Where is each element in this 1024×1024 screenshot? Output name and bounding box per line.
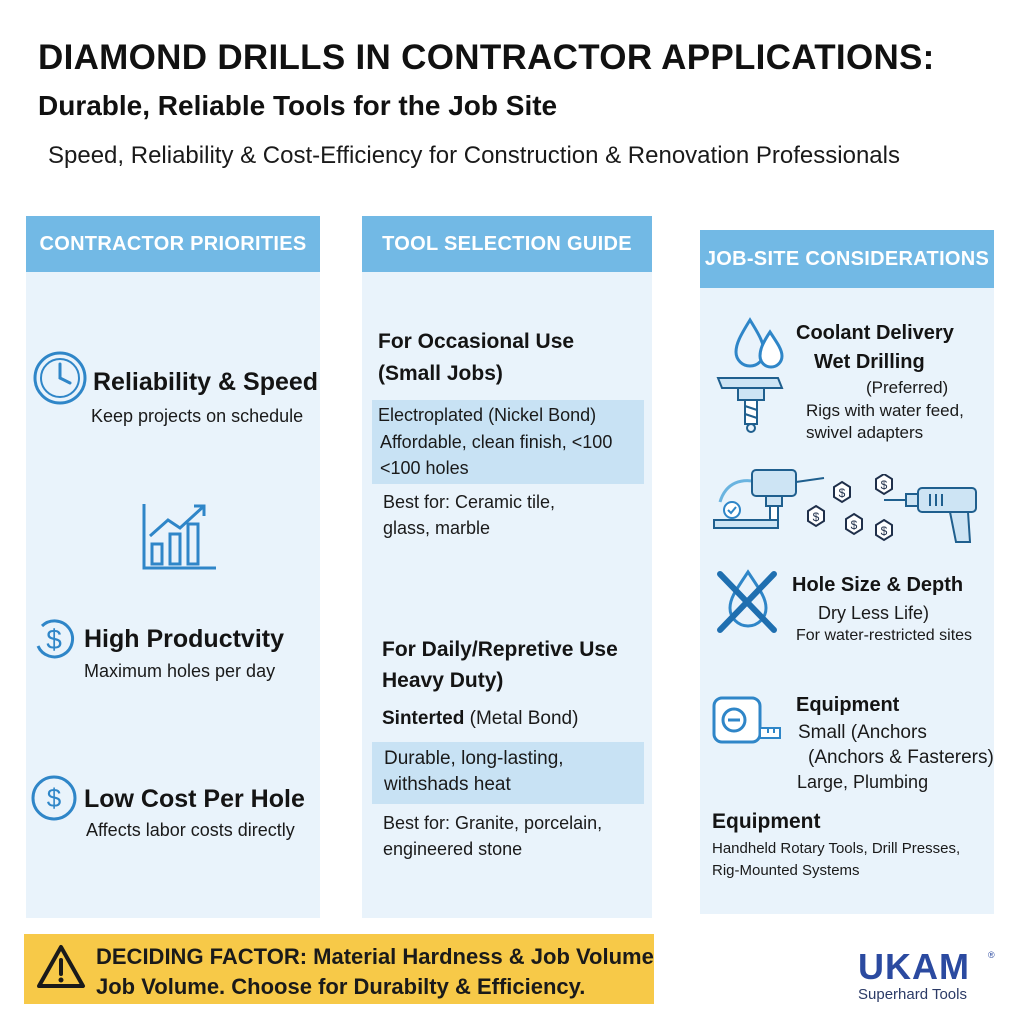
- deciding-factor-text: [96, 942, 654, 1002]
- svg-text:$: $: [850, 518, 858, 532]
- clock-icon: [32, 350, 88, 406]
- coolant-title-1: Coolant Delivery: [796, 322, 954, 344]
- coolant-title-2: Wet Drilling: [814, 351, 925, 373]
- daily-bond-a: Sinterted: [382, 708, 465, 729]
- priority-desc-productivity: Maximum holes per day: [84, 661, 276, 681]
- svg-text:$: $: [46, 624, 62, 655]
- equip1-line-3: Large, Plumbing: [797, 772, 929, 792]
- growth-chart-icon: [140, 500, 220, 572]
- occasional-title-2: (Small Jobs): [378, 362, 503, 385]
- drill-bit-icon: [716, 374, 788, 436]
- daily-best-1: Best for: Granite, porcelain,: [383, 813, 603, 833]
- no-water-icon: [714, 566, 782, 634]
- hole-line-1: Dry Less Life): [818, 603, 930, 623]
- guide-heading: TOOL SELECTION GUIDE: [362, 216, 652, 272]
- power-drill-icon: [884, 482, 982, 546]
- equip1-line-1: Small (Anchors: [798, 722, 927, 743]
- deciding-factor-line-2: Job Volume. Choose for Durabilty & Efficiency.: [96, 974, 586, 999]
- daily-title-1: For Daily/Repretive Use: [382, 638, 618, 661]
- water-drops-icon: [730, 316, 788, 376]
- priority-title-reliability: Reliability & Speed: [93, 368, 319, 396]
- brand-logo-reg: ®: [988, 950, 995, 960]
- svg-text:$: $: [838, 486, 846, 500]
- page-title: DIAMOND DRILLS IN CONTRACTOR APPLICATIONS:: [38, 38, 935, 77]
- equip2-line-2: Rig-Mounted Systems: [712, 862, 860, 879]
- tape-measure-icon: [712, 696, 784, 746]
- page-tagline: Speed, Reliability & Cost-Efficiency for Construction & Renovation Professionals: [48, 142, 900, 169]
- occasional-hl-1: Electroplated (Nickel Bond): [378, 405, 597, 425]
- brand-logo-sub: Superhard Tools: [858, 986, 967, 1003]
- daily-hl-2: withshads heat: [384, 774, 511, 795]
- equip2-title: Equipment: [712, 810, 821, 833]
- daily-bond-b: (Metal Bond): [469, 708, 579, 729]
- daily-best-2: engineered stone: [383, 839, 523, 859]
- warning-icon: [36, 944, 86, 990]
- dollar-icon: [30, 616, 78, 664]
- deciding-factor-line-1: DECIDING FACTOR: Material Hardness & Job Volume: [96, 944, 654, 969]
- occasional-best-2: glass, marble: [383, 518, 491, 538]
- hole-line-2: For water-restricted sites: [796, 627, 973, 644]
- jobsite-heading: JOB-SITE CONSIDERATIONS: [700, 230, 994, 288]
- svg-text:$: $: [880, 478, 888, 492]
- equip2-line-1: Handheld Rotary Tools, Drill Presses,: [712, 840, 961, 857]
- equip1-title: Equipment: [796, 694, 900, 716]
- occasional-hl-2: Affordable, clean finish, <100: [380, 432, 613, 452]
- equip1-line-2: (Anchors & Fasterers): [808, 747, 994, 768]
- daily-hl-1: Durable, long-lasting,: [384, 748, 564, 769]
- dollar-circle-icon: [30, 774, 78, 822]
- priority-desc-reliability: Keep projects on schedule: [91, 406, 304, 426]
- daily-bond: [382, 708, 578, 730]
- priority-title-cost: Low Cost Per Hole: [84, 785, 305, 813]
- page-subtitle: Durable, Reliable Tools for the Job Site: [38, 90, 558, 121]
- coolant-line-3: swivel adapters: [806, 423, 924, 442]
- hole-title: Hole Size & Depth: [792, 574, 964, 596]
- coolant-line-1: (Preferred): [866, 378, 949, 397]
- priority-desc-cost: Affects labor costs directly: [86, 820, 295, 840]
- occasional-title-1: For Occasional Use: [378, 330, 575, 353]
- priority-title-productivity: High Productvity: [84, 625, 285, 653]
- svg-text:$: $: [46, 783, 62, 813]
- daily-title-2: Heavy Duty): [382, 669, 504, 692]
- svg-text:$: $: [880, 524, 888, 538]
- coolant-line-2: Rigs with water feed,: [806, 401, 964, 420]
- brand-logo: UKAM: [858, 946, 970, 987]
- priorities-heading: CONTRACTOR PRIORITIES: [26, 216, 320, 272]
- occasional-best-1: Best for: Ceramic tile,: [383, 492, 556, 512]
- occasional-hl-3: <100 holes: [380, 458, 469, 478]
- svg-text:$: $: [812, 510, 820, 524]
